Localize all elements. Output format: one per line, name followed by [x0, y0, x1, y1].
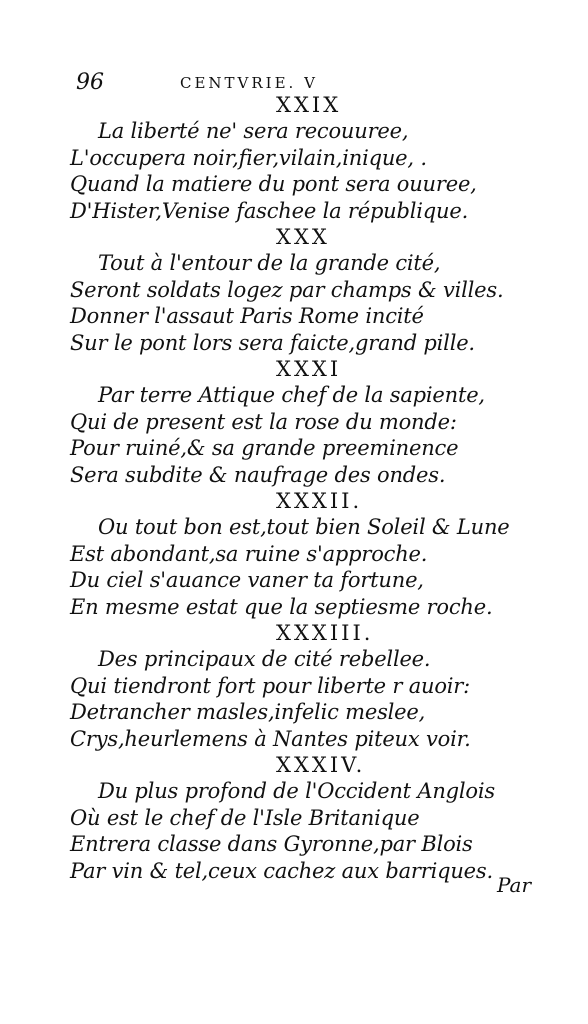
quatrain — [70, 488, 540, 620]
quatrain — [70, 92, 540, 224]
quatrain — [70, 224, 540, 356]
verse-line: Où est le chef de l'Isle Britanique — [70, 805, 420, 830]
quatrain-number: XXX — [276, 225, 330, 249]
verse-line: Ou tout bon est,tout bien Soleil & Lune — [98, 515, 510, 539]
verse-line: Sur le pont lors sera faicte,grand pille. — [70, 330, 475, 355]
verse-line: Detrancher masles,infelic meslee, — [70, 700, 426, 724]
verse-line: Pour ruiné,& sa grande preeminence — [70, 436, 459, 460]
verse-line: Qui tiendront fort pour liberte r auoir: — [70, 673, 471, 698]
verse-line: Du plus profond de l'Occident Anglois — [98, 779, 495, 803]
verse-line: En mesme estat que la septiesme roche. — [70, 594, 493, 619]
verse-line: Tout à l'entour de la grande cité, — [98, 251, 441, 275]
verse-line: Qui de present est la rose du monde: — [70, 409, 457, 434]
verse-line: L'occupera noir,fier,vilain,inique, . — [70, 145, 427, 170]
quatrain — [70, 620, 540, 752]
verse-line: Quand la matiere du pont sera ouuree, — [70, 172, 477, 196]
catchword: Par — [497, 873, 532, 897]
verse-line: Par terre Attique chef de la sapiente, — [98, 383, 485, 407]
verse-line: Seront soldats logez par champs & villes. — [70, 277, 504, 302]
verse-line: Des principaux de cité rebellee. — [98, 647, 431, 671]
quatrain-number: XXXI — [276, 357, 342, 381]
verse-line: Sera subdite & naufrage des ondes. — [70, 462, 446, 487]
quatrain-list — [70, 92, 540, 884]
page-number: 96 — [76, 70, 104, 95]
verse-line: Crys,heurlemens à Nantes piteux voir. — [70, 726, 471, 751]
quatrain-number: XXXIV. — [276, 753, 366, 777]
verse-line: La liberté ne' sera recouuree, — [98, 119, 409, 143]
verse-line: Entrera classe dans Gyronne,par Blois — [70, 832, 473, 856]
running-head: CENTVRIE. V — [180, 74, 318, 92]
verse-line: Par vin & tel,ceux cachez aux barriques. — [70, 858, 493, 883]
quatrain-number: XXIX — [276, 93, 342, 117]
quatrain-number: XXXII. — [276, 489, 363, 513]
quatrain — [70, 356, 540, 488]
page-header — [76, 70, 436, 94]
quatrain — [70, 752, 540, 884]
quatrain-number: XXXIII. — [276, 621, 374, 645]
verse-line: Est abondant,sa ruine s'approche. — [70, 541, 428, 566]
verse-line: Du ciel s'auance vaner ta fortune, — [70, 568, 424, 592]
verse-line: Donner l'assaut Paris Rome incité — [70, 304, 424, 328]
verse-line: D'Hister,Venise faschee la république. — [70, 198, 469, 223]
